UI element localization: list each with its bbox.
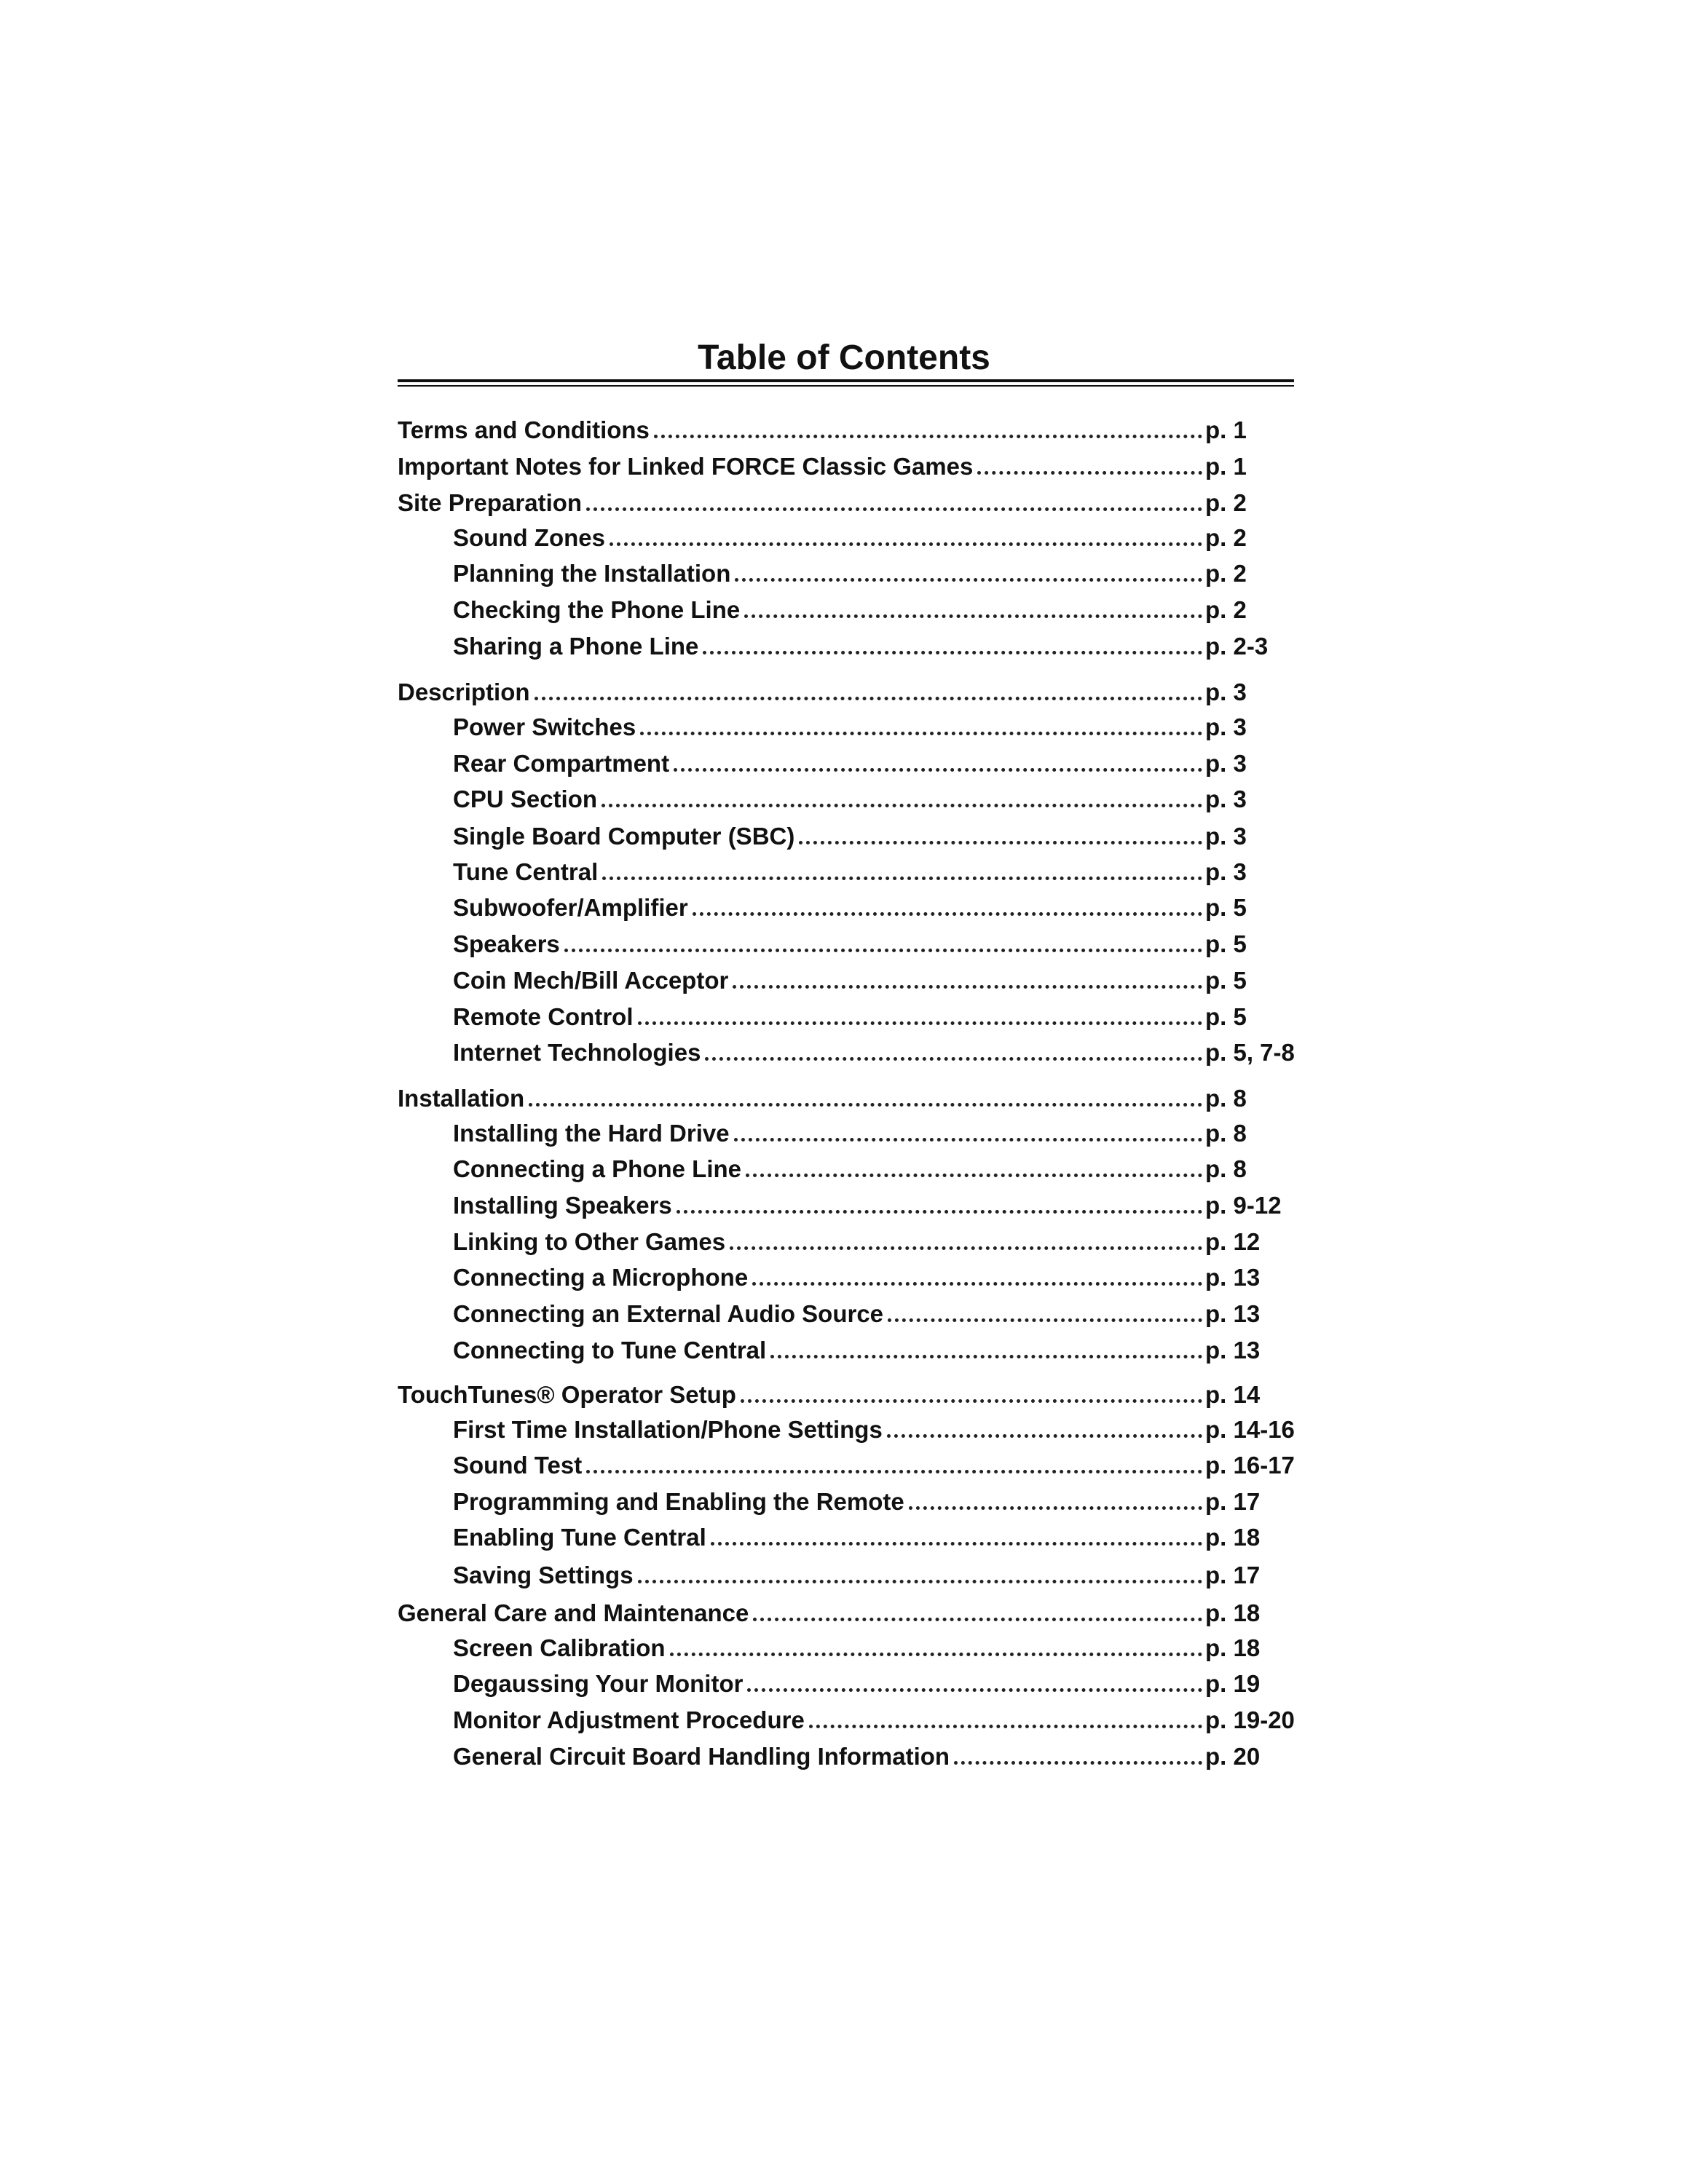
- dot-leader: [638, 1021, 1203, 1025]
- toc-entry-label: Remote Control: [453, 1003, 634, 1030]
- dot-leader: [654, 435, 1202, 438]
- toc-entry-label: Important Notes for Linked FORCE Classic Games: [398, 453, 974, 480]
- dot-leader: [638, 1580, 1202, 1583]
- toc-entry-page: p. 8: [1205, 1085, 1247, 1112]
- toc-entry-label: Internet Technologies: [453, 1039, 701, 1066]
- toc-subsection-entry: [453, 1630, 1294, 1666]
- dot-leader: [909, 1506, 1202, 1510]
- dot-leader: [977, 471, 1202, 475]
- toc-subsection-entry: [453, 854, 1294, 890]
- toc-entry-label: Sound Test: [453, 1452, 583, 1479]
- toc-entry-page: p. 13: [1205, 1264, 1261, 1291]
- toc-entry-page: p. 2: [1205, 524, 1247, 551]
- dot-leader: [730, 1246, 1202, 1250]
- toc-entry-label: Description: [398, 678, 530, 705]
- toc-entry-label: Connecting a Microphone: [453, 1264, 749, 1291]
- toc-entry-page: p. 13: [1205, 1300, 1261, 1327]
- toc-entry-page: p. 2: [1205, 489, 1247, 516]
- toc-entry-label: Speakers: [453, 930, 560, 957]
- toc-section-entry: [398, 674, 1294, 711]
- toc-entry-page: p. 5, 7-8: [1205, 1039, 1295, 1066]
- toc-entry-page: p. 3: [1205, 713, 1247, 740]
- toc-subsection-entry: [453, 1187, 1294, 1224]
- dot-leader: [670, 1653, 1202, 1656]
- toc-subsection-entry: [453, 1484, 1294, 1520]
- dot-leader: [954, 1761, 1202, 1765]
- dot-leader: [888, 1318, 1202, 1322]
- toc-entry-label: Single Board Computer (SBC): [453, 823, 795, 850]
- toc-subsection-entry: [453, 1519, 1294, 1556]
- toc-subsection-entry: [453, 1702, 1294, 1738]
- toc-entry-page: p. 8: [1205, 1120, 1247, 1147]
- toc-entry-page: p. 20: [1205, 1743, 1261, 1770]
- toc-entry-page: p. 19-20: [1205, 1706, 1295, 1733]
- toc-entry-label: Subwoofer/Amplifier: [453, 894, 688, 921]
- toc-entry-page: p. 18: [1205, 1634, 1261, 1661]
- toc-entry-page: p. 1: [1205, 453, 1247, 480]
- toc-entry-label: Monitor Adjustment Procedure: [453, 1706, 805, 1733]
- toc-entry-label: Site Preparation: [398, 489, 583, 516]
- toc-entry-label: Planning the Installation: [453, 560, 731, 587]
- toc-entry-page: p. 14: [1205, 1381, 1261, 1408]
- title-double-rule: [398, 379, 1294, 387]
- toc-entry-label: First Time Installation/Phone Settings: [453, 1416, 883, 1443]
- toc-subsection-entry: [453, 555, 1294, 592]
- toc-entry-label: Enabling Tune Central: [453, 1524, 706, 1551]
- toc-subsection-entry: [453, 1738, 1294, 1775]
- toc-entry-page: p. 5: [1205, 894, 1247, 921]
- toc-entry-label: Installing the Hard Drive: [453, 1120, 730, 1147]
- dot-leader: [733, 985, 1202, 989]
- dot-leader: [770, 1355, 1202, 1358]
- toc-entry-page: p. 3: [1205, 786, 1247, 812]
- dot-leader: [734, 1138, 1202, 1142]
- toc-entry-label: Sound Zones: [453, 524, 605, 551]
- toc-section-entry: [398, 1595, 1294, 1631]
- toc-entry-label: Sharing a Phone Line: [453, 633, 699, 660]
- toc-entry-label: CPU Section: [453, 786, 598, 812]
- toc-subsection-entry: [453, 1666, 1294, 1702]
- dot-leader: [809, 1725, 1202, 1728]
- toc-entry-page: p. 12: [1205, 1228, 1261, 1255]
- toc-entry-label: Connecting a Phone Line: [453, 1155, 742, 1182]
- dot-leader: [564, 949, 1202, 952]
- toc-entry-page: p. 8: [1205, 1155, 1247, 1182]
- dot-leader: [602, 877, 1202, 880]
- toc-subsection-entry: [453, 628, 1294, 665]
- toc-subsection-entry: [453, 1224, 1294, 1260]
- toc-subsection-entry: [453, 1412, 1294, 1448]
- toc-entry-label: General Circuit Board Handling Information: [453, 1743, 950, 1770]
- toc-subsection-entry: [453, 1034, 1294, 1071]
- dot-leader: [752, 1282, 1202, 1286]
- toc-subsection-entry: [453, 520, 1294, 556]
- toc-entry-page: p. 17: [1205, 1488, 1261, 1515]
- dot-leader: [529, 1103, 1202, 1107]
- toc-entry-page: p. 3: [1205, 823, 1247, 850]
- toc-entry-page: p. 5: [1205, 1003, 1247, 1030]
- toc-entry-label: Coin Mech/Bill Acceptor: [453, 967, 729, 994]
- toc-entry-label: Saving Settings: [453, 1562, 634, 1588]
- dot-leader: [586, 507, 1202, 511]
- toc-entry-label: Installing Speakers: [453, 1192, 672, 1219]
- toc-entry-page: p. 9-12: [1205, 1192, 1282, 1219]
- toc-entry-label: TouchTunes® Operator Setup: [398, 1381, 736, 1408]
- toc-entry-page: p. 14-16: [1205, 1416, 1295, 1443]
- toc-subsection-entry: [453, 1259, 1294, 1296]
- page-title: Table of Contents: [698, 339, 990, 377]
- dot-leader: [586, 1470, 1202, 1473]
- dot-leader: [744, 614, 1202, 618]
- toc-entry-label: Connecting an External Audio Source: [453, 1300, 884, 1327]
- toc-section-entry: [398, 1080, 1294, 1117]
- toc-subsection-entry: [453, 1557, 1294, 1594]
- dot-leader: [746, 1174, 1202, 1177]
- dot-leader: [799, 841, 1202, 844]
- toc-section-entry: [398, 485, 1294, 521]
- toc-entry-label: Linking to Other Games: [453, 1228, 726, 1255]
- toc-section-entry: [398, 412, 1294, 448]
- toc-section-entry: [398, 1377, 1294, 1413]
- dot-leader: [887, 1434, 1202, 1438]
- toc-entry-page: p. 2-3: [1205, 633, 1269, 660]
- toc-entry-label: Rear Compartment: [453, 750, 670, 777]
- toc-subsection-entry: [453, 1332, 1294, 1369]
- toc-subsection-entry: [453, 818, 1294, 855]
- toc-subsection-entry: [453, 1151, 1294, 1187]
- toc-entry-label: Programming and Enabling the Remote: [453, 1488, 904, 1515]
- dot-leader: [535, 697, 1202, 700]
- toc-entry-page: p. 3: [1205, 750, 1247, 777]
- toc-subsection-entry: [453, 962, 1294, 999]
- toc-entry-label: Tune Central: [453, 858, 599, 885]
- dot-leader: [703, 651, 1202, 654]
- toc-entry-page: p. 18: [1205, 1599, 1261, 1626]
- toc-subsection-entry: [453, 890, 1294, 926]
- dot-leader: [711, 1542, 1202, 1546]
- toc-subsection-entry: [453, 745, 1294, 782]
- toc-entry-label: Connecting to Tune Central: [453, 1337, 767, 1364]
- toc-subsection-entry: [453, 1115, 1294, 1152]
- toc-subsection-entry: [453, 1296, 1294, 1332]
- toc-entry-label: Power Switches: [453, 713, 636, 740]
- toc-subsection-entry: [453, 999, 1294, 1035]
- toc-entry-page: p. 17: [1205, 1562, 1261, 1588]
- toc-entry-page: p. 16-17: [1205, 1452, 1295, 1479]
- toc-entry-label: Degaussing Your Monitor: [453, 1670, 744, 1697]
- toc-entry-label: General Care and Maintenance: [398, 1599, 749, 1626]
- dot-leader: [640, 732, 1202, 735]
- toc-entry-page: p. 1: [1205, 416, 1247, 443]
- toc-entry-label: Checking the Phone Line: [453, 596, 741, 623]
- dot-leader: [753, 1618, 1202, 1621]
- toc-entry-page: p. 18: [1205, 1524, 1261, 1551]
- toc-entry-label: Screen Calibration: [453, 1634, 666, 1661]
- dot-leader: [610, 542, 1202, 546]
- toc-section-entry: [398, 448, 1294, 485]
- toc-entry-label: Terms and Conditions: [398, 416, 650, 443]
- dot-leader: [741, 1399, 1202, 1403]
- toc-entry-page: p. 13: [1205, 1337, 1261, 1364]
- toc-entry-label: Installation: [398, 1085, 525, 1112]
- toc-subsection-entry: [453, 1447, 1294, 1484]
- dot-leader: [693, 912, 1202, 916]
- dot-leader: [747, 1688, 1202, 1692]
- toc-entry-page: p. 3: [1205, 858, 1247, 885]
- toc-entry-page: p. 5: [1205, 967, 1247, 994]
- toc-subsection-entry: [453, 781, 1294, 818]
- toc-entry-page: p. 3: [1205, 678, 1247, 705]
- toc-entry-page: p. 19: [1205, 1670, 1261, 1697]
- toc-subsection-entry: [453, 709, 1294, 745]
- toc-entry-page: p. 2: [1205, 596, 1247, 623]
- toc-subsection-entry: [453, 926, 1294, 962]
- toc-entry-page: p. 2: [1205, 560, 1247, 587]
- dot-leader: [705, 1057, 1202, 1061]
- dot-leader: [674, 768, 1202, 772]
- dot-leader: [677, 1210, 1202, 1214]
- dot-leader: [735, 578, 1202, 582]
- toc-subsection-entry: [453, 592, 1294, 628]
- dot-leader: [602, 804, 1202, 807]
- toc-entry-page: p. 5: [1205, 930, 1247, 957]
